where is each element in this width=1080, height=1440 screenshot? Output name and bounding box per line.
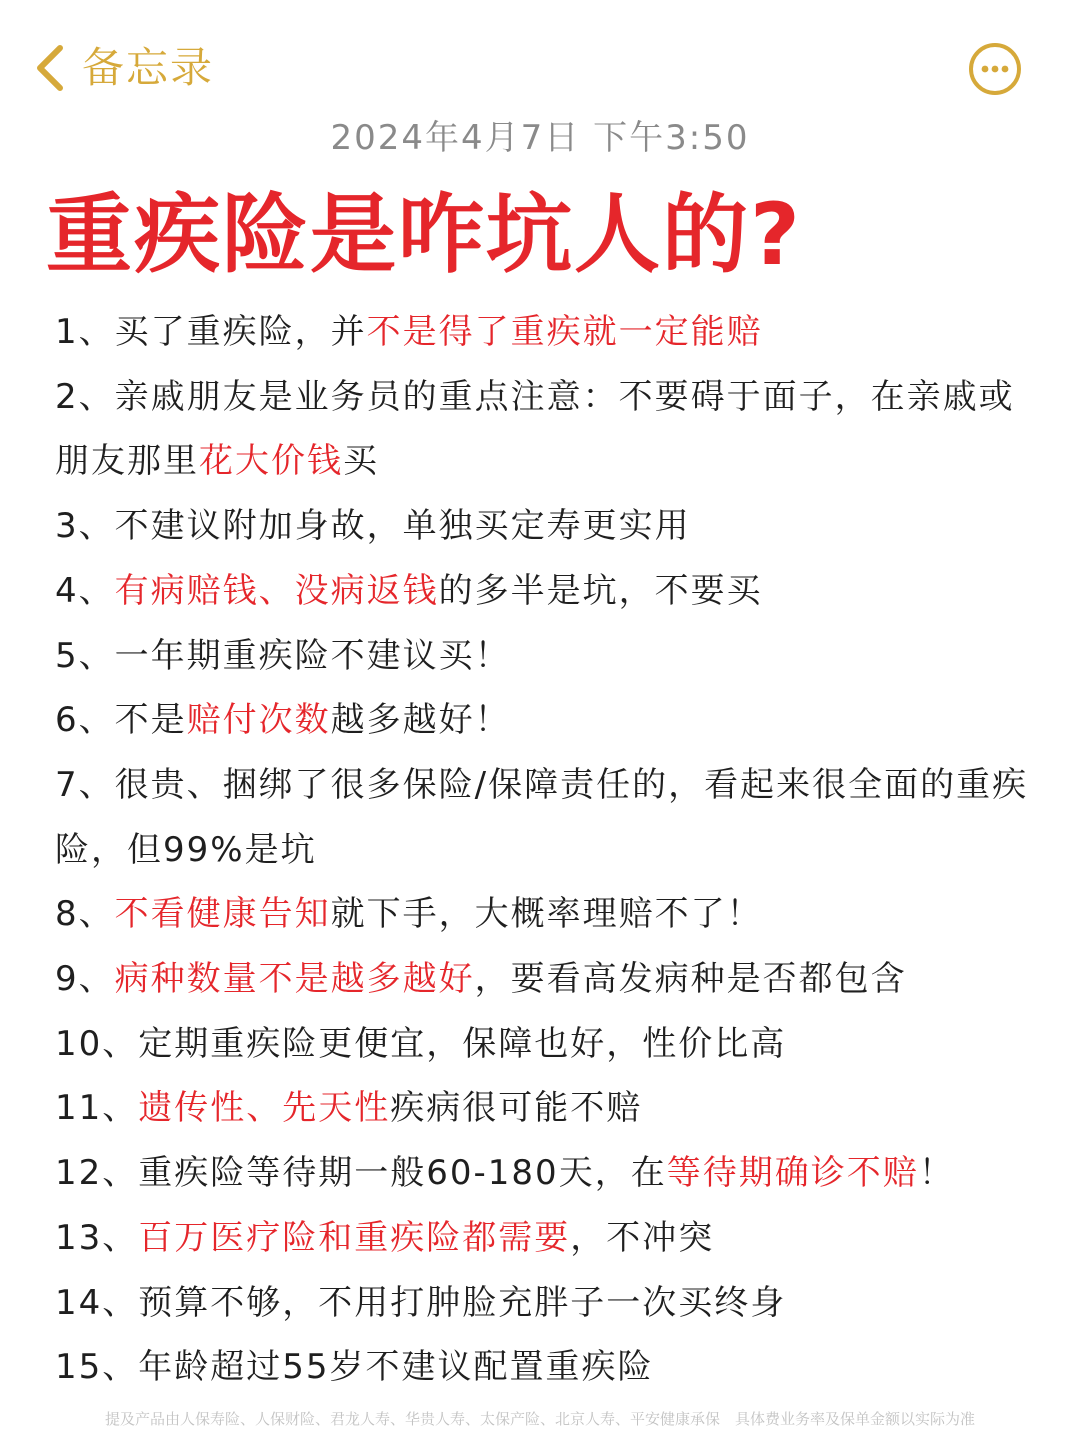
item-text: ！ bbox=[918, 1153, 955, 1194]
list-item bbox=[55, 1012, 1040, 1077]
list-item bbox=[55, 882, 1040, 947]
highlight-text: 遗传性、先天性 bbox=[138, 1088, 391, 1129]
item-text: 11、 bbox=[55, 1088, 139, 1129]
list-item bbox=[55, 1076, 1040, 1141]
back-label: 备忘录 bbox=[82, 43, 215, 92]
item-text: 的多半是坑，不要买 bbox=[438, 570, 763, 611]
highlight-text: 等待期确诊不赔 bbox=[666, 1153, 919, 1194]
item-text: 5、一年期重疾险不建议买！ bbox=[55, 635, 511, 676]
nav-bar bbox=[0, 0, 1080, 120]
item-text: 13、 bbox=[55, 1217, 139, 1258]
list-item bbox=[55, 494, 1040, 559]
item-text: 疾病很可能不赔 bbox=[390, 1088, 643, 1129]
list-item bbox=[55, 624, 1040, 689]
item-text: 1、买了重疾险，并 bbox=[55, 312, 367, 352]
item-text: 3、不建议附加身故，单独买定寿更实用 bbox=[55, 506, 691, 547]
highlight-text: 花大价钱 bbox=[199, 441, 343, 482]
item-text: 10、定期重疾险更便宜，保障也好，性价比高 bbox=[55, 1023, 787, 1064]
chevron-left-icon bbox=[30, 40, 70, 96]
item-text: 越多越好！ bbox=[330, 700, 511, 741]
item-text: 12、重疾险等待期一般60-180天，在 bbox=[55, 1153, 667, 1194]
list-item bbox=[55, 1206, 1040, 1271]
footer-disclaimer: 提及产品由人保寿险、人保财险、君龙人寿、华贵人寿、太保产险、北京人寿、平安健康承保 具体费业务率及保单金额以实际为准 bbox=[104, 1410, 975, 1428]
highlight-text: 赔付次数 bbox=[186, 700, 331, 741]
list-item bbox=[55, 365, 1040, 494]
list-item bbox=[55, 688, 1040, 753]
item-text: 2、亲戚朋友是业务员的重点注意：不要碍于面子，在亲戚或朋友那里 bbox=[55, 376, 1015, 482]
item-text: ，不冲突 bbox=[570, 1217, 715, 1258]
highlight-text: 百万医疗险和重疾险都需要 bbox=[138, 1217, 571, 1258]
item-text: 4、 bbox=[55, 570, 115, 611]
item-text: 14、预算不够，不用打肿脸充胖子一次买终身 bbox=[55, 1282, 787, 1323]
note-timestamp: 2024年4月7日 下午3:50 bbox=[330, 118, 750, 158]
highlight-text: 有病赔钱、没病返钱 bbox=[114, 570, 439, 611]
item-text: 6、不是 bbox=[55, 700, 187, 741]
back-button[interactable] bbox=[30, 40, 214, 96]
highlight-text: 病种数量不是越多越好 bbox=[114, 959, 475, 1000]
item-text: 7、很贵、捆绑了很多保险/保障责任的，看起来很全面的重疾险，但99%是坑 bbox=[55, 764, 1029, 870]
list-item bbox=[55, 1141, 1040, 1206]
item-text: 15、年龄超过55岁不建议配置重疾险 bbox=[55, 1347, 654, 1388]
item-text: ，要看高发病种是否都包含 bbox=[474, 959, 907, 1000]
note-list bbox=[55, 300, 1040, 1400]
list-item bbox=[55, 559, 1040, 624]
item-text: 8、 bbox=[55, 894, 115, 935]
highlight-text: 不是得了重疾就一定能赔 bbox=[366, 312, 763, 352]
list-item bbox=[55, 1271, 1040, 1336]
list-item bbox=[55, 300, 1040, 365]
list-item bbox=[55, 753, 1040, 882]
list-item bbox=[55, 947, 1040, 1012]
highlight-text: 不看健康告知 bbox=[114, 894, 331, 935]
more-icon[interactable] bbox=[968, 42, 1022, 96]
list-item bbox=[55, 1335, 1040, 1400]
note-title: 重疾险是咋坑人的? bbox=[46, 185, 802, 285]
item-text: 买 bbox=[343, 441, 379, 482]
item-text: 9、 bbox=[55, 959, 115, 1000]
item-text: 就下手，大概率理赔不了！ bbox=[330, 894, 763, 935]
